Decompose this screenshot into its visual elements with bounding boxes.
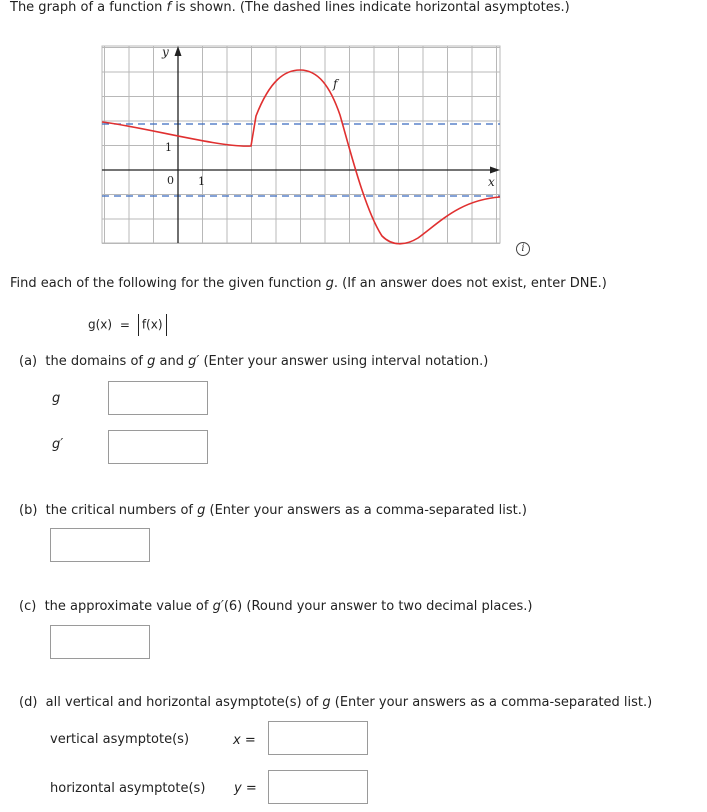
function-definition [88, 314, 167, 336]
curve-label-f: f [333, 77, 338, 91]
origin-label: 0 [167, 174, 174, 187]
info-icon-glyph: i [521, 243, 525, 254]
horizontal-eq: = [245, 781, 257, 796]
definition-eq: = [119, 317, 130, 332]
part-a-label: (a) [19, 354, 38, 369]
part-c-gexpr: g′ [212, 599, 224, 614]
x-axis-label: x [488, 175, 495, 189]
part-b-answer-box [50, 528, 150, 562]
vertical-var: x [233, 733, 241, 748]
part-c-text-before: the approximate value of [44, 599, 213, 614]
tick-label-x-1: 1 [198, 175, 205, 188]
definition-rhs: f(x) [141, 317, 163, 332]
part-d-text-after: (Enter your answers as a comma-separated list.) [330, 695, 653, 710]
part-b-text-before: the critical numbers of [45, 503, 198, 518]
part-b-label: (b) [19, 503, 38, 518]
abs-bar-right [166, 314, 167, 336]
part-c-arg: (6) [223, 599, 243, 614]
horizontal-asymptote-equation [234, 781, 257, 796]
part-a-domain-g-box [108, 381, 208, 415]
instructions-after: . (If an answer does not exist, enter DNE.) [333, 276, 607, 291]
part-b-g: g [197, 503, 206, 518]
part-a-text-after: (Enter your answer using interval notation.) [199, 354, 489, 369]
part-d-question [19, 695, 652, 710]
part-a-row-g-label: g [52, 391, 61, 406]
instructions-before: Find each of the following for the given function [10, 276, 326, 291]
critical-numbers-input[interactable] [51, 529, 149, 561]
part-a-domain-gprime-box [108, 430, 208, 464]
intro-text-after: is shown. (The dashed lines indicate horizontal asymptotes.) [171, 0, 570, 15]
part-a-g2: g′ [188, 354, 200, 369]
definition-lhs: g(x) [88, 317, 113, 332]
part-c-label: (c) [19, 599, 37, 614]
abs-bar-left [138, 314, 139, 336]
instructions-gname: g [325, 276, 334, 291]
horizontal-asymptote-label: horizontal asymptote(s) [50, 781, 206, 796]
domain-g-input[interactable] [109, 382, 207, 414]
part-d-text-before: all vertical and horizontal asymptote(s) of [45, 695, 323, 710]
vertical-asymptote-label: vertical asymptote(s) [50, 732, 190, 747]
part-a-row-gprime-label: g′ [52, 437, 64, 452]
part-d-label: (d) [19, 695, 38, 710]
gprime-6-input[interactable] [51, 626, 149, 658]
part-c-answer-box [50, 625, 150, 659]
info-icon[interactable] [516, 242, 530, 256]
horizontal-asymptote-input[interactable] [269, 771, 367, 803]
part-d-g: g [322, 695, 331, 710]
graph-grid [102, 46, 500, 244]
part-b-text-after: (Enter your answers as a comma-separated list.) [205, 503, 527, 518]
instructions-text [10, 276, 607, 291]
function-graph [0, 0, 707, 260]
part-c-text-after: (Round your answer to two decimal places.) [242, 599, 533, 614]
part-a-text-before: the domains of [45, 354, 148, 369]
part-a-question [19, 354, 488, 369]
part-c-question [19, 599, 533, 614]
vertical-asymptote-input[interactable] [269, 722, 367, 754]
vertical-asymptote-box [268, 721, 368, 755]
part-a-g1: g [147, 354, 156, 369]
part-a-and: and [155, 354, 189, 369]
intro-text-before: The graph of a function [10, 0, 167, 15]
intro-fname: f [166, 0, 172, 15]
domain-gprime-input[interactable] [109, 431, 207, 463]
horizontal-var: y [234, 781, 242, 796]
y-axis-label: y [162, 45, 169, 59]
vertical-asymptote-equation [233, 733, 256, 748]
horizontal-asymptote-box [268, 770, 368, 804]
tick-label-y-1: 1 [165, 141, 172, 154]
part-b-question [19, 503, 527, 518]
x-axis-arrow-icon [490, 167, 500, 174]
vertical-eq: = [244, 733, 256, 748]
